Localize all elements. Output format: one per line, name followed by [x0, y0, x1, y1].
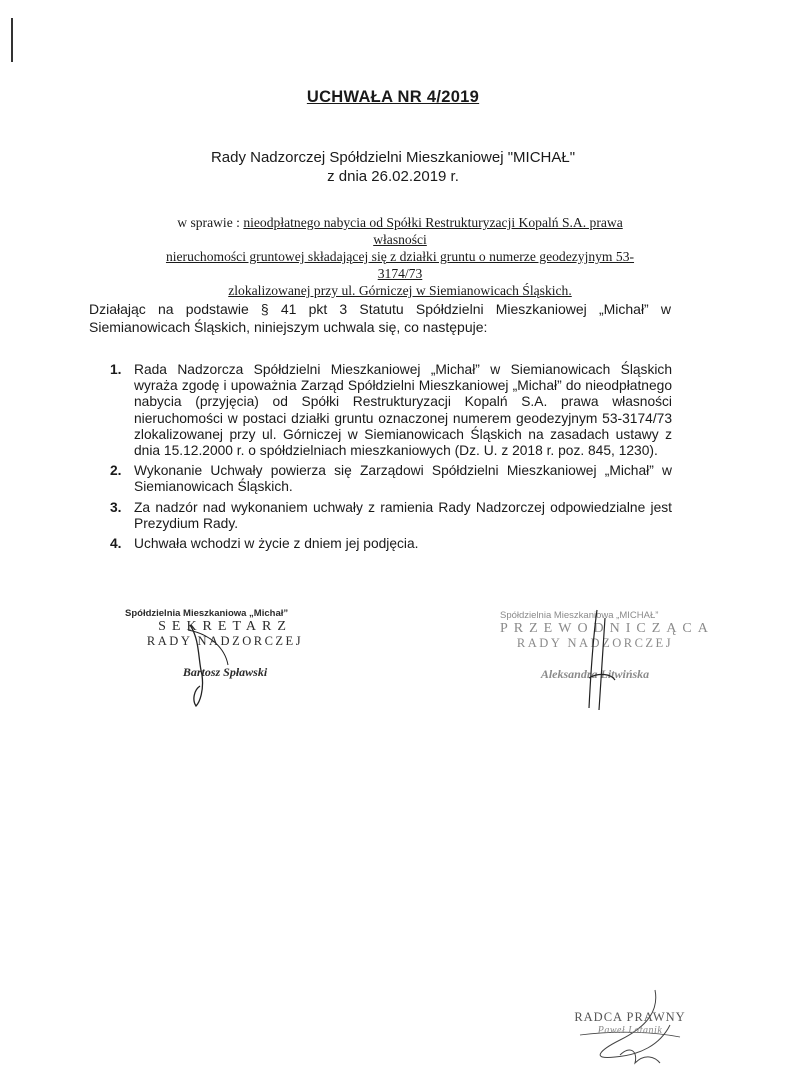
list-item: [110, 536, 672, 552]
secretary-signature: [170, 620, 250, 710]
subject-line-2: nieruchomości gruntowej składającej się z działki gruntu o numerze geodezyjnym 53-3174/73: [165, 249, 635, 281]
stamp-role: SEKRETARZ: [158, 619, 292, 634]
legal-counsel-stamp: [565, 1010, 695, 1036]
item-text: Rada Nadzorcza Spółdzielni Mieszkaniowej „Michał” w Siemianowicach Śląskich wyraża zgodę i upoważnia Zarząd Spółdzielni Mieszkaniowej „Michał” do nieodpłatnego nabycia (przyjęcia) od Spółki Restrukturyzacji Kopalń S.A. prawa własności nieruchomości w postaci działki gruntu oznaczonej numerem geodezyjnym 53-3174/73 zlokalizowanej przy ul. Górniczej w Siemianowicach Śląskich na zasadach ustawy z dnia 15.12.2000 r. o spółdzielniach mieszkaniowych (Dz. U. z 2018 r. poz. 845, 1230).: [134, 362, 672, 459]
resolution-items: [110, 362, 672, 556]
stamp-body: RADY NADZORCZEJ: [146, 634, 304, 648]
list-item: [110, 463, 672, 495]
subject-line-3: zlokalizowanej przy ul. Górniczej w Siemianowicach Śląskich.: [228, 283, 572, 298]
chairwoman-signature: [575, 608, 635, 718]
intro-paragraph: [89, 300, 671, 336]
resolution-date: z dnia 26.02.2019 r.: [327, 168, 459, 185]
stamp-org: Spółdzielnia Mieszkaniowa „MICHAŁ”: [500, 610, 659, 621]
item-number: 2.: [110, 463, 122, 479]
legal-name: Paweł Latanik: [597, 1025, 663, 1036]
stamp-body: RADY NADZORCZEJ: [516, 636, 674, 650]
legal-title: RADCA PRAWNY: [574, 1010, 686, 1024]
item-text: Uchwała wchodzi w życie z dniem jej podjęcia.: [134, 536, 419, 552]
stamp-role: PRZEWODNICZĄCA: [500, 621, 714, 636]
list-item: [110, 500, 672, 532]
item-number: 4.: [110, 536, 122, 552]
stamp-org: Spółdzielnia Mieszkaniowa „Michał”: [125, 608, 289, 619]
signer-name: Aleksandra Litwińska: [540, 667, 650, 681]
list-item: [110, 362, 672, 459]
item-text: Za nadzór nad wykonaniem uchwały z ramienia Rady Nadzorczej odpowiedzialne jest Prezydium Rady.: [134, 499, 672, 531]
item-number: 3.: [110, 499, 122, 515]
subject-prefix: w sprawie :: [177, 215, 244, 230]
resolution-subject: [150, 214, 650, 299]
margin-mark: [11, 18, 13, 62]
intro-text: Działając na podstawie § 41 pkt 3 Statutu Spółdzielni Mieszkaniowej „Michał” w Siemianowicach Śląskich, niniejszym uchwala się, co następuje:: [89, 301, 671, 335]
signer-name: Bartosz Spławski: [182, 665, 268, 679]
resolution-subtitle: [0, 148, 786, 186]
resolution-title: UCHWAŁA NR 4/2019: [306, 88, 480, 106]
subject-line-1: nieodpłatnego nabycia od Spółki Restrukturyzacji Kopalń S.A. prawa własności: [243, 215, 623, 247]
item-text: Wykonanie Uchwały powierza się Zarządowi Spółdzielni Mieszkaniowej „Michał” w Siemianowicach Śląskich.: [134, 463, 672, 495]
item-number: 1.: [110, 362, 122, 377]
issuing-body: Rady Nadzorczej Spółdzielni Mieszkaniowej "MICHAŁ": [210, 149, 576, 166]
